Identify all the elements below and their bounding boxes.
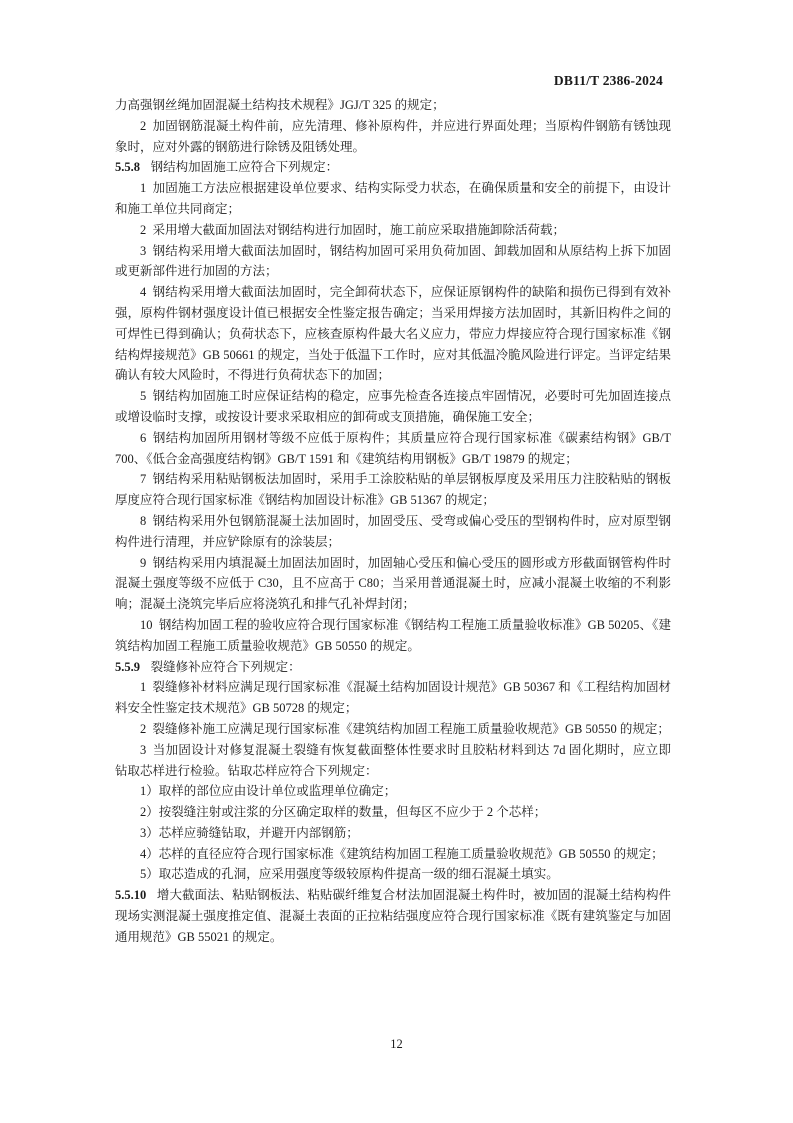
document-header [115,73,663,88]
paragraph-text: 3）芯样应骑缝钻取，并避开内部钢筋； [140,825,359,840]
paragraph [115,864,671,885]
item-number: 8 [140,513,147,528]
paragraph-text: 钢结构加固所用钢材等级不应低于原构件；其质量应符合现行国家标准《碳素结构钢》GB/T 700、《低合金高强度结构钢》GB/T 1591 和《建筑结构用钢板》GB/T 19879 的规定； [115,430,671,466]
paragraph [115,95,671,116]
clause-number: 5.5.9 [115,659,140,674]
page-footer [0,1037,793,1052]
item-number: 1 [140,181,147,196]
paragraph-text: 裂缝修补应符合下列规定： [150,659,301,674]
paragraph [115,677,671,719]
paragraph [115,823,671,844]
clause-heading [115,885,671,947]
item-number: 2 [140,118,147,133]
paragraph [115,241,671,283]
paragraph [115,740,671,782]
paragraph-text: 钢结构采用外包钢筋混凝土法加固时，加固受压、受弯或偏心受压的型钢构件时，应对原型钢构件进行清理，并应铲除原有的涂装层； [115,513,671,549]
clause-heading [115,657,671,678]
item-number: 9 [140,555,147,570]
paragraph [115,428,671,470]
paragraph [115,386,671,428]
item-number: 1 [140,680,147,695]
paragraph-text: 采用增大截面加固法对钢结构进行加固时，施工前应采取措施卸除活荷载； [152,222,566,237]
paragraph-text: 当加固设计对修复混凝土裂缝有恢复截面整体性要求时且胶粘材料到达 7d 固化期时，应立即钻取芯样进行检验。钻取芯样应符合下列规定： [115,742,671,778]
paragraph [115,178,671,220]
item-number: 7 [140,472,147,487]
paragraph-text: 钢结构加固施工应符合下列规定： [150,160,339,175]
paragraph-text: 钢结构采用粘贴钢板法加固时，采用手工涂胶粘贴的单层钢板厚度及采用压力注胶粘贴的钢板厚度应符合现行国家标准《钢结构加固设计标准》GB 51367 的规定； [115,472,671,508]
paragraph-text: 5）取芯造成的孔洞，应采用强度等级较原构件提高一级的细石混凝土填实。 [140,867,559,882]
paragraph-text: 1）取样的部位应由设计单位或监理单位确定； [140,784,397,799]
item-number: 2 [140,721,147,736]
paragraph [115,553,671,615]
paragraph [115,116,671,158]
paragraph-text: 增大截面法、粘贴钢板法、粘贴碳纤维复合材法加固混凝土构件时，被加固的混凝土结构构件现场实测混凝土强度推定值、混凝土表面的正拉粘结强度应符合现行国家标准《既有建筑鉴定与加固通用规范》GB 55021 的规定。 [115,888,671,944]
paragraph [115,511,671,553]
paragraph-text: 裂缝修补施工应满足现行国家标准《建筑结构加固工程施工质量验收规范》GB 50550 的规定； [152,721,670,736]
paragraph-text: 加固施工方法应根据建设单位要求、结构实际受力状态，在确保质量和安全的前提下，由设计和施工单位共同商定； [115,181,671,216]
paragraph [115,469,671,511]
paragraph [115,719,671,740]
paragraph [115,220,671,241]
paragraph-text: 钢结构采用增大截面法加固时，完全卸荷状态下，应保证原钢构件的缺陷和损伤已得到有效补强，原构件钢材强度设计值已根据安全性鉴定报告确定；当采用焊接方法加固时，其新旧构件之间的可焊性已得到确认；负荷状态下，应核查原构件最大名义应力，带应力焊接应符合现行国家标准《钢结构焊接规范》GB 50661 的规定，当处于低温下工作时，应对其低温冷脆风险进行评定。当评定结果确认有较大风险时，不得进行负荷状态下的加固； [115,285,671,383]
document-body [115,95,671,948]
paragraph [115,615,671,657]
item-number: 5 [140,389,147,404]
paragraph [115,844,671,865]
paragraph-text: 钢结构加固施工时应保证结构的稳定，应事先检查各连接点牢固情况，必要时可先加固连接点或增设临时支撑，或按设计要求采取相应的卸荷或支顶措施，确保施工安全； [115,389,671,424]
item-number: 10 [140,617,153,632]
paragraph-text: 力高强钢丝绳加固混凝土结构技术规程》JGJ/T 325 的规定； [115,98,445,112]
paragraph [115,802,671,823]
clause-number: 5.5.10 [115,888,147,903]
standard-code: DB11/T 2386-2024 [553,73,663,88]
page-number: 12 [390,1037,403,1051]
paragraph-text: 钢结构加固工程的验收应符合现行国家标准《钢结构工程施工质量验收标准》GB 50205、《建筑结构加固工程施工质量验收规范》GB 50550 的规定。 [115,617,671,653]
paragraph-text: 4）芯样的直径应符合现行国家标准《建筑结构加固工程施工质量验收规范》GB 50550 的规定； [140,846,664,861]
item-number: 6 [140,430,147,445]
item-number: 3 [140,742,147,757]
item-number: 4 [140,285,147,300]
clause-heading [115,157,671,178]
paragraph-text: 2）按裂缝注射或注浆的分区确定取样的数量，但每区不应少于 2 个芯样； [140,805,547,820]
paragraph-text: 裂缝修补材料应满足现行国家标准《混凝土结构加固设计规范》GB 50367 和《工程结构加固材料安全性鉴定技术规范》GB 50728 的规定； [115,680,671,716]
item-number: 2 [140,222,147,237]
item-number: 3 [140,243,147,258]
clause-number: 5.5.8 [115,160,140,175]
paragraph-text: 加固钢筋混凝土构件前，应先清理、修补原构件，并应进行界面处理；当原构件钢筋有锈蚀现象时，应对外露的钢筋进行除锈及阻锈处理。 [115,118,671,154]
paragraph-text: 钢结构采用内填混凝土加固法加固时，加固轴心受压和偏心受压的圆形或方形截面钢管构件时混凝土强度等级不应低于 C30，且不应高于 C80；当采用普通混凝土时，应减小混凝土收缩的不利影响；混凝土浇筑完毕后应将浇筑孔和排气孔补焊封闭； [115,555,671,612]
paragraph [115,282,671,386]
paragraph [115,781,671,802]
paragraph-text: 钢结构采用增大截面法加固时，钢结构加固可采用负荷加固、卸载加固和从原结构上拆下加固或更新部件进行加固的方法； [115,243,671,279]
